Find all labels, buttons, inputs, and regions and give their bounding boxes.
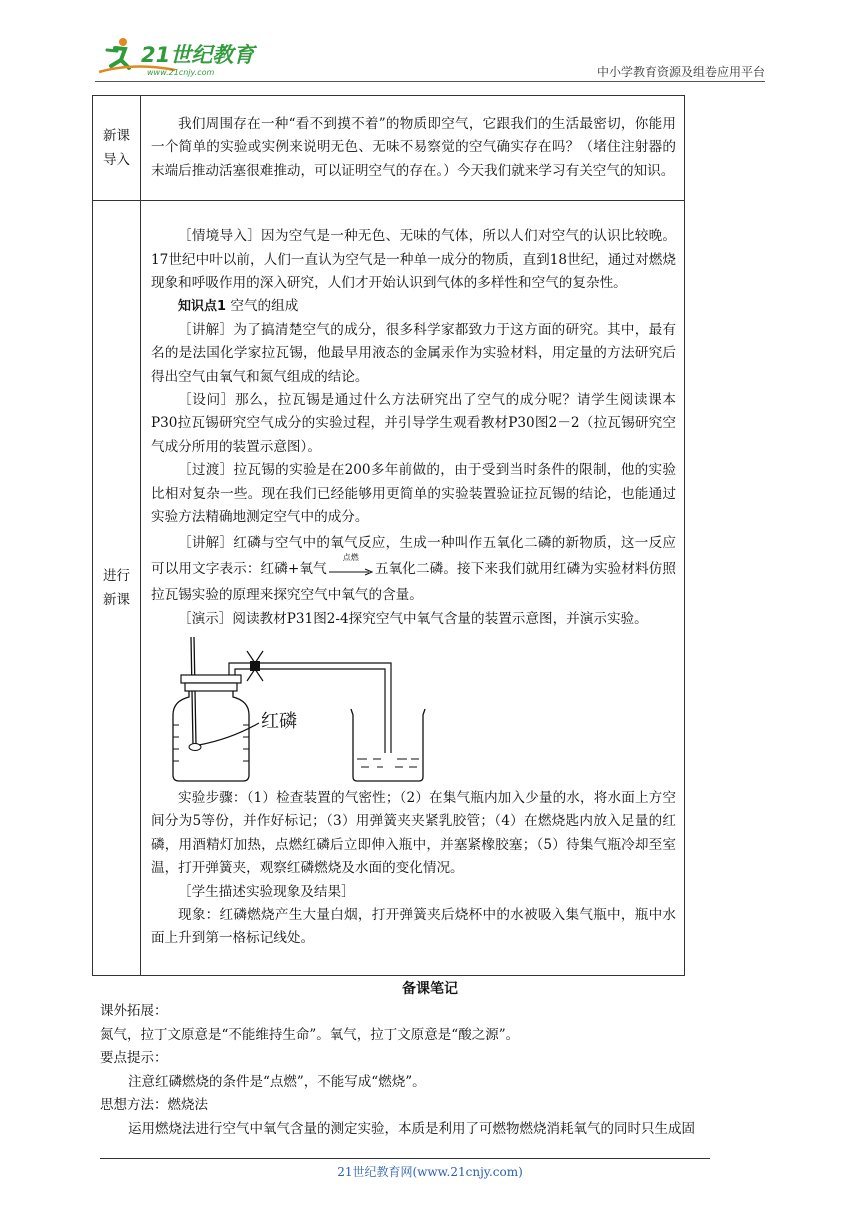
situation-intro-paragraph: ［情境导入］因为空气是一种无色、无味的气体，所以人们对空气的认识比较晚。17世纪中叶以前，人们一直认为空气是一种单一成分的物质，直到18世纪，通过对燃烧现象和呼吸作用的深入研究，人们才开始认识到气体的多样性和空气的复杂性。	[151, 228, 676, 292]
page-header	[95, 30, 765, 82]
table-row-new-lesson	[93, 201, 685, 976]
transition-paragraph: ［过渡］拉瓦锡的实验是在200多年前做的，由于受到当时条件的限制，他的实验比相对复杂一些。现在我们已经能够用更简单的实验装置验证拉瓦锡的结论，也能通过实验方法精确地测定空气中的成分。	[151, 462, 676, 526]
reaction-arrow	[329, 553, 373, 576]
apparatus-diagram	[171, 635, 501, 785]
knowledge-point-label: 知识点1	[178, 299, 227, 315]
new-lesson-content	[141, 201, 685, 976]
label-line-2: 新课	[103, 592, 130, 608]
label-line-1: 进行	[103, 568, 130, 584]
question-paragraph: ［设问］那么，拉瓦锡是通过什么方法研究出了空气的成分呢？请学生阅读课本P30拉瓦锡研究空气成分的实验过程，并引导学生观看教材P30图2－2（拉瓦锡研究空气成分所用的装置示意图）。	[151, 392, 676, 455]
notes-title: 备课笔记	[402, 981, 458, 997]
notes-line: 运用燃烧法进行空气中氧气含量的测定实验，本质是利用了可燃物燃烧消耗氧气的同时只生成固	[128, 1120, 695, 1137]
logo-url: www.21cnjy.com	[147, 68, 215, 77]
notes-line: 要点提示：	[100, 1050, 168, 1066]
lesson-table	[92, 95, 685, 976]
label-line-2: 导入	[103, 152, 130, 168]
footer-link[interactable]: 21世纪教育网(www.21cnjy.com)	[337, 1165, 523, 1179]
demo-paragraph: ［演示］阅读教材P31图2-4探究空气中氧气含量的装置示意图，并演示实验。	[178, 610, 648, 627]
notes-line: 思想方法：燃烧法	[100, 1097, 208, 1113]
footer-divider	[100, 1158, 710, 1159]
notes-line: 注意红磷燃烧的条件是“点燃”，不能写成“燃烧”。	[128, 1073, 426, 1090]
experiment-steps-paragraph: 实验步骤：（1）检查装置的气密性；（2）在集气瓶内加入少量的水，将水面上方空间分为5等份，并作好标记；（3）用弹簧夹夹紧乳胶管；（4）在燃烧匙内放入足量的红磷，用酒精灯加热，点燃红磷后立即伸入瓶中，并塞紧橡胶塞；（5）待集气瓶冷却至室温，打开弹簧夹，观察红磷燃烧及水面的变化情况。	[151, 789, 676, 877]
header-divider	[95, 81, 765, 82]
reaction-text-end: 五氧化二磷。接下来我们就用红磷为实验材料仿照拉瓦锡实验的原理来探究空气中氧气的含量。	[151, 560, 677, 603]
reaction-text-start: ［讲解］红磷与空气中的氧气反应，生成一种叫作五氧化二磷的新物质，这一反应可以用文字表示：红磷+氧气	[151, 534, 676, 577]
student-description-heading: ［学生描述实验现象及结果］	[178, 883, 355, 900]
logo-text: 21世纪教育	[141, 43, 255, 67]
reaction-paragraph	[151, 530, 676, 608]
reaction-condition: 点燃	[342, 553, 359, 563]
lecture-paragraph: ［讲解］为了搞清楚空气的成分，很多科学家都致力于这方面的研究。其中，最有名的是法国化学家拉瓦锡，他最早用液态的金属汞作为实验材料，用定量的方法研究后得出空气由氧气和氮气组成的结论。	[151, 321, 676, 385]
label-line-1: 新课	[103, 128, 130, 144]
platform-tagline: 中小学教育资源及组卷应用平台	[596, 65, 765, 79]
row-label-new-lesson	[93, 201, 141, 976]
intro-content	[141, 96, 685, 201]
row-label-intro	[93, 96, 141, 201]
notes-line: 课外拓展：	[100, 1003, 168, 1019]
phenomenon-paragraph: 现象：红磷燃烧产生大量白烟，打开弹簧夹后烧杯中的水被吸入集气瓶中，瓶中水面上升到第一格标记线处。	[151, 906, 676, 947]
red-phosphorus-label: 红磷	[261, 710, 297, 732]
notes-section	[100, 1000, 770, 1141]
knowledge-point-title: 空气的组成	[230, 298, 299, 315]
table-row-intro	[93, 96, 685, 201]
intro-paragraph: 我们周围存在一种“看不到摸不着”的物质即空气，它跟我们的生活最密切，你能用一个简单的实验或实例来说明无色、无味不易察觉的空气确实存在吗？（堵住注射器的末端后推动活塞很难推动，可以证明空气的存在。）今天我们就来学习有关空气的知识。	[151, 115, 676, 179]
notes-line: 氮气，拉丁文原意是“不能维持生命”。氧气，拉丁文原意是“酸之源”。	[100, 1026, 520, 1043]
site-logo[interactable]	[95, 36, 265, 76]
knowledge-point-heading	[151, 295, 676, 318]
